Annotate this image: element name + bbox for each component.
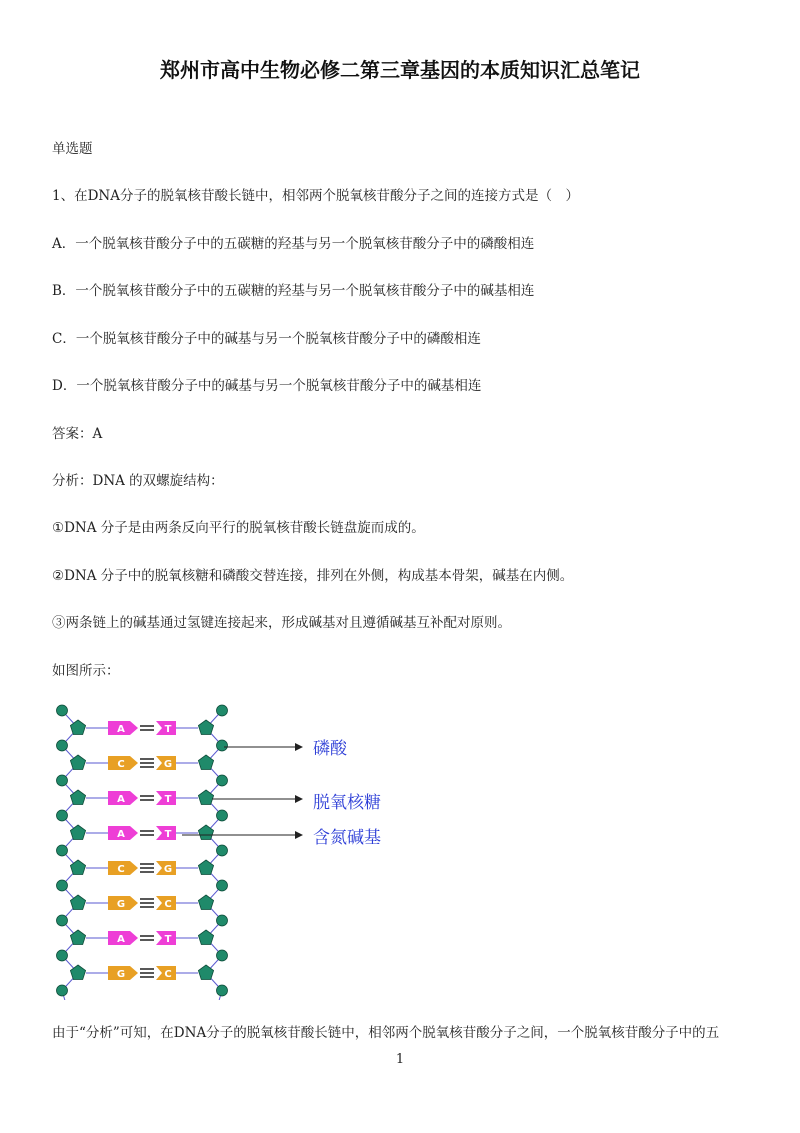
base-letter: T [164, 794, 172, 805]
phosphate-circle [217, 845, 228, 856]
phosphate-circle [57, 775, 68, 786]
option-a: A．一个脱氧核苷酸分子中的五碳糖的羟基与另一个脱氧核苷酸分子中的磷酸相连 [52, 236, 535, 252]
arrowhead-icon [295, 831, 303, 839]
base-pair [70, 895, 213, 910]
base-pair [70, 930, 213, 945]
base-letter: G [163, 864, 173, 875]
page-title: 郑州市高中生物必修二第三章基因的本质知识汇总笔记 [160, 58, 640, 82]
phosphate-circle [57, 880, 68, 891]
phosphate-circle [57, 915, 68, 926]
phosphate-circle [217, 775, 228, 786]
phosphate-circle [217, 950, 228, 961]
phosphate-circle [217, 810, 228, 821]
base-pair [70, 860, 213, 875]
base-letter: A [117, 794, 125, 805]
section-heading: 单选题 [52, 141, 93, 157]
point-1: ①DNA 分子是由两条反向平行的脱氧核苷酸长链盘旋而成的。 [52, 520, 425, 536]
option-d: D．一个脱氧核苷酸分子中的碱基与另一个脱氧核苷酸分子中的碱基相连 [52, 378, 482, 394]
phosphate-circle [217, 880, 228, 891]
phosphate-circle [57, 810, 68, 821]
base-pair [70, 965, 213, 980]
phosphate-circle [57, 950, 68, 961]
phosphate-circle [57, 740, 68, 751]
base-letter: T [164, 934, 172, 945]
phosphate-circle [57, 705, 68, 716]
base-letter: T [164, 829, 172, 840]
base-letter: G [163, 759, 173, 770]
answer-text: 答案：A [52, 426, 103, 442]
dna-backbone [57, 705, 228, 1000]
option-b: B．一个脱氧核苷酸分子中的五碳糖的羟基与另一个脱氧核苷酸分子中的碱基相连 [52, 283, 535, 299]
base-letter: G [116, 969, 126, 980]
option-c: C．一个脱氧核苷酸分子中的碱基与另一个脱氧核苷酸分子中的磷酸相连 [52, 331, 481, 347]
dna-structure-diagram [50, 700, 410, 1000]
arrowhead-icon [295, 743, 303, 751]
question-text: 1、在DNA分子的脱氧核苷酸长链中，相邻两个脱氧核苷酸分子之间的连接方式是（ ） [52, 188, 579, 204]
arrowhead-icon [295, 795, 303, 803]
phosphate-circle [217, 915, 228, 926]
base-letter: C [117, 759, 125, 770]
base-letter: C [164, 969, 172, 980]
page-number: 1 [395, 1052, 405, 1067]
point-3: ③两条链上的碱基通过氢键连接起来，形成碱基对且遵循碱基互补配对原则。 [52, 615, 511, 631]
base-pair [70, 790, 213, 805]
point-2: ②DNA 分子中的脱氧核糖和磷酸交替连接，排列在外侧，构成基本骨架，碱基在内侧。 [52, 568, 574, 584]
figure-intro: 如图所示： [52, 663, 120, 679]
label-deoxyribose: 脱氧核糖 [313, 793, 381, 813]
base-pair [70, 825, 213, 840]
base-letter: A [117, 829, 125, 840]
base-letter: G [116, 899, 126, 910]
analysis-intro: 分析：DNA 的双螺旋结构： [52, 473, 224, 489]
phosphate-circle [217, 705, 228, 716]
phosphate-circle [57, 985, 68, 996]
base-letter: C [117, 864, 125, 875]
base-pair [70, 720, 213, 735]
base-letter: C [164, 899, 172, 910]
base-letter: T [164, 724, 172, 735]
phosphate-circle [217, 985, 228, 996]
base-letter: A [117, 724, 125, 735]
conclusion-text: 由于“分析”可知，在DNA分子的脱氧核苷酸长链中，相邻两个脱氧核苷酸分子之间，一个脱氧核苷酸分子中的五 [52, 1025, 720, 1041]
phosphate-circle [217, 740, 228, 751]
base-pairs [70, 720, 213, 980]
base-pair [70, 755, 213, 770]
label-phosphate: 磷酸 [313, 739, 347, 759]
label-nitrogenous-base: 含氮碱基 [313, 828, 381, 848]
phosphate-circle [57, 845, 68, 856]
base-letter: A [117, 934, 125, 945]
